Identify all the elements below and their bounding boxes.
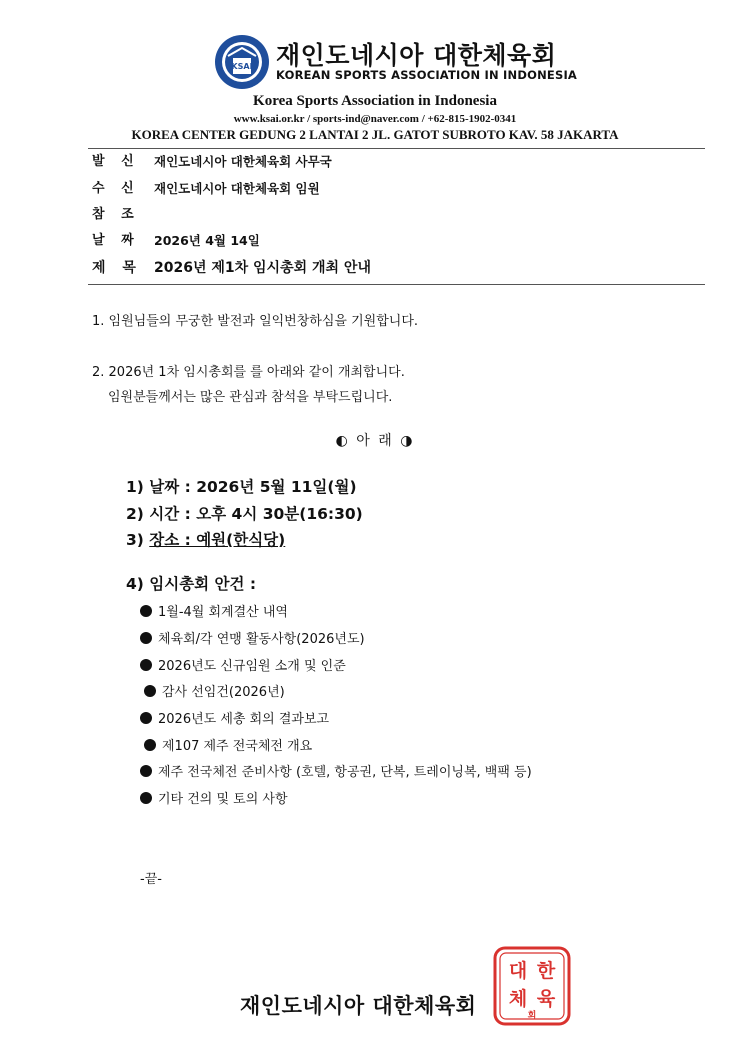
bullet-icon	[140, 765, 152, 777]
official-seal-stamp	[492, 945, 572, 1027]
bullet-icon	[140, 712, 152, 724]
meta-label: 수 신	[92, 181, 140, 196]
svg-text:KSAI: KSAI	[231, 62, 253, 71]
agenda-item-text: 2026년도 신규임원 소개 및 인준	[158, 659, 346, 674]
agenda-item-text: 기타 건의 및 토의 사항	[158, 792, 288, 807]
detail-place: 장소 : 예원(한식당)	[149, 531, 286, 549]
contact-info: www.ksai.or.kr / sports-ind@naver.com / +62-815-1902-0341	[233, 113, 517, 125]
header-divider	[88, 148, 705, 149]
agenda-item	[144, 735, 312, 754]
agenda-item-text: 제주 전국체전 준비사항 (호텔, 항공권, 단복, 트레이닝복, 백팩 등)	[158, 765, 532, 780]
agenda-item-text: 제107 제주 전국체전 개요	[162, 739, 313, 754]
agenda-item-text: 체육회/각 연맹 활동사항(2026년도)	[158, 632, 365, 647]
svg-text:육: 육	[536, 988, 556, 1010]
bullet-icon	[140, 792, 152, 804]
bullet-icon	[140, 605, 152, 617]
address: KOREA CENTER GEDUNG 2 LANTAI 2 JL. GATOT SUBROTO KAV. 58 JAKARTA	[131, 127, 619, 142]
bullet-icon	[144, 739, 156, 751]
org-name-korean: 재인도네시아 대한체육회	[276, 41, 557, 70]
paragraph-1: 1. 임원님들의 무궁한 발전과 일익번창하심을 기원합니다.	[92, 314, 419, 329]
agenda-item-text: 2026년도 세총 회의 결과보고	[158, 712, 330, 727]
svg-text:회: 회	[527, 1011, 537, 1021]
bullet-icon	[144, 685, 156, 697]
agenda-item-text: 감사 선임건(2026년)	[162, 685, 285, 700]
meta-label: 참 조	[92, 207, 140, 222]
detail-place-row	[126, 528, 285, 550]
meta-value: 2026년 4월 14일	[154, 233, 260, 248]
detail-place-number: 3)	[126, 531, 150, 549]
agenda-title: 4) 임시총회 안건 :	[126, 575, 257, 593]
agenda-item	[140, 708, 329, 727]
paragraph-2-line-1: 2. 2026년 1차 임시총회를 를 아래와 같이 개최합니다.	[92, 365, 405, 380]
end-mark: -끝-	[140, 872, 162, 887]
bullet-icon	[140, 632, 152, 644]
org-name-english: KOREAN SPORTS ASSOCIATION IN INDONESIA	[276, 68, 578, 82]
meta-value: 재인도네시아 대한체육회 사무국	[154, 154, 332, 169]
meta-divider	[88, 284, 705, 285]
association-logo	[214, 34, 270, 90]
association-title: Korea Sports Association in Indonesia	[253, 93, 497, 109]
notice-title: ◐ 아 래 ◑	[335, 433, 415, 449]
detail-date: 1) 날짜 : 2026년 5월 11일(월)	[126, 478, 357, 496]
detail-time: 2) 시간 : 오후 4시 30분(16:30)	[126, 505, 363, 523]
meta-label: 날 짜	[92, 233, 140, 248]
meta-value: 2026년 제1차 임시총회 개최 안내	[154, 260, 371, 276]
agenda-item	[144, 681, 285, 700]
agenda-item	[140, 655, 346, 674]
agenda-item-text: 1월-4월 회계결산 내역	[158, 605, 288, 620]
svg-text:한: 한	[536, 960, 556, 982]
sender-name: 재인도네시아 대한체육회	[240, 994, 477, 1018]
svg-text:체: 체	[508, 988, 528, 1010]
svg-text:대: 대	[508, 960, 528, 982]
meta-label: 발 신	[92, 154, 140, 169]
agenda-item	[140, 761, 532, 780]
meta-label: 제 목	[92, 260, 142, 276]
bullet-icon	[140, 659, 152, 671]
agenda-item	[140, 628, 365, 647]
agenda-item	[140, 601, 288, 620]
meta-value: 재인도네시아 대한체육회 임원	[154, 181, 320, 196]
agenda-item	[140, 788, 288, 807]
paragraph-2-line-2: 임원분들께서는 많은 관심과 참석을 부탁드립니다.	[108, 390, 393, 405]
